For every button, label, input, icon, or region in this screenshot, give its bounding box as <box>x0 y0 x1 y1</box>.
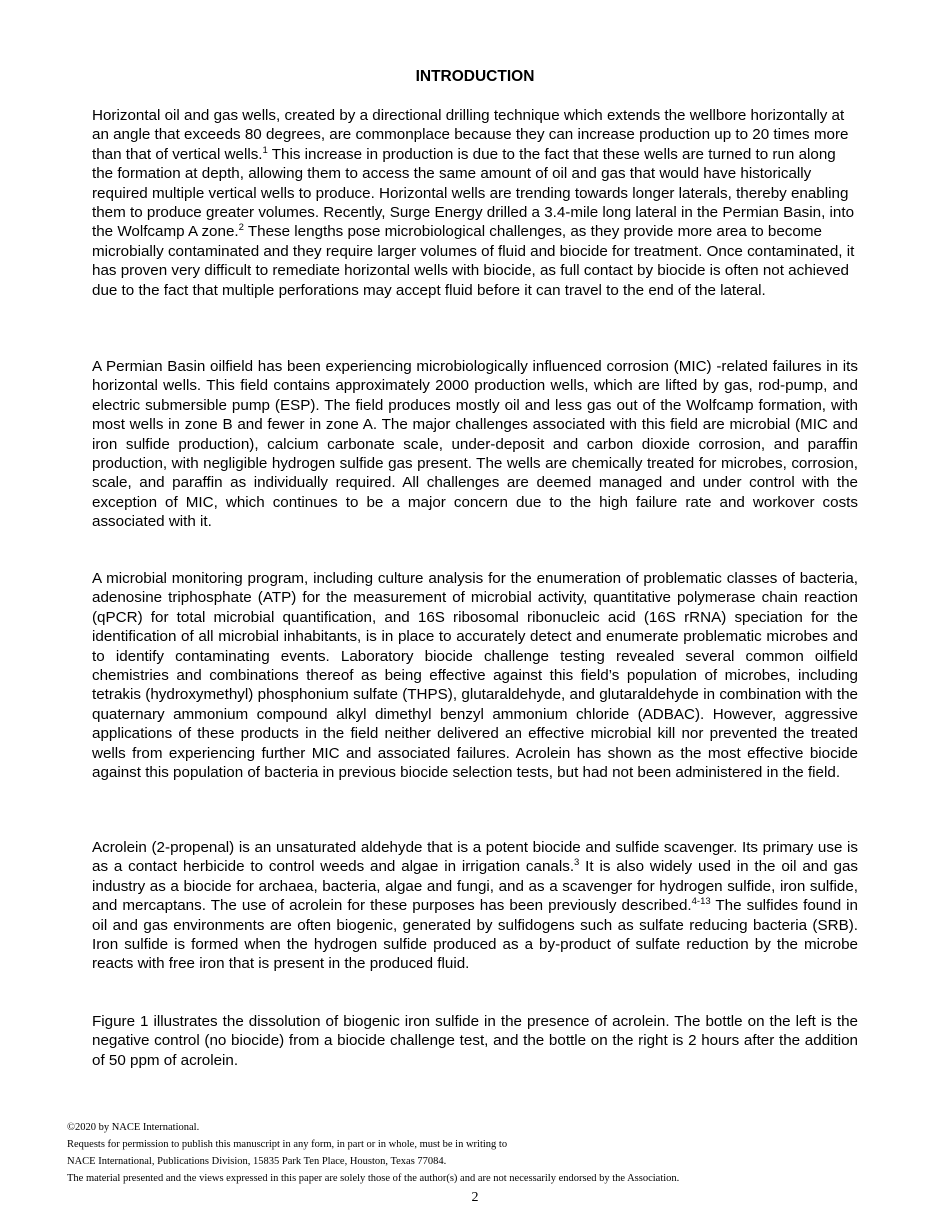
section-heading: INTRODUCTION <box>415 68 535 85</box>
footer-disclaimer: The material presented and the views expressed in this paper are solely those of the author(s) and are not necessarily endorsed by the Association. <box>67 1173 680 1184</box>
paragraph-text: A microbial monitoring program, including culture analysis for the enumeration of problematic classes of bacteria, adenosine triphosphate (ATP) for the measurement of microbial activity, quantitative polymerase chain reaction (qPCR) for total microbial quantification, and 16S ribosomal ribonucleic acid (16S rRNA) speciation for the identification of all microbial inhabitants, is in place to accurately detect and enumerate problematic microbes and to identify contaminating events. Laboratory biocide challenge testing revealed several common oilfield chemistries and combinations thereof as being effective against this field’s population of microbes, including tetrakis (hydroxymethyl) phosphonium sulfate (THPS), glutaraldehyde, and glutaraldehyde in combination with the quaternary ammonium compound alkyl dimethyl benzyl ammonium chloride (ADBAC). However, aggressive applications of these products in the field neither delivered an effective microbial kill nor prevented the treated wells from experiencing further MIC and associated failures. Acrolein has shown as the most effective biocide against this population of bacteria in previous biocide selection tests, but had not been administered in the field. <box>92 570 858 782</box>
paragraph-2 <box>92 357 858 532</box>
citation-superscript: 4-13 <box>691 896 711 908</box>
paragraph-text: Horizontal oil and gas wells, created by a directional drilling technique which extends the wellbore horizontally at an angle that exceeds 80 degrees, are commonplace because they can increase production up to 20 times more than that of vertical wells. <box>92 107 849 163</box>
paragraph-text: These lengths pose microbiological challenges, as they provide more area to become microbially contaminated and they require larger volumes of fluid and biocide for treatment. Once contaminated, it has proven very difficult to remediate horizontal wells with biocide, as full contact by biocide is often not achieved due to the fact that multiple perforations may accept fluid before it can travel to the end of the lateral. <box>92 223 855 299</box>
paragraph-1 <box>92 106 858 300</box>
citation-superscript: 2 <box>238 222 244 234</box>
paragraph-3 <box>92 569 858 782</box>
footer-copyright: ©2020 by NACE International. <box>67 1122 200 1133</box>
paragraph-4 <box>92 838 858 974</box>
page-number: 2 <box>471 1190 479 1205</box>
footer-permission-line-2: NACE International, Publications Division, 15835 Park Ten Place, Houston, Texas 77084. <box>67 1156 447 1167</box>
paragraph-text: This increase in production is due to the fact that these wells are turned to run along the formation at depth, allowing them to access the same amount of oil and gas that would have historically required multiple vertical wells to produce. Horizontal wells are trending towards longer laterals, thereby enabling them to produce greater volumes. Recently, Surge Energy drilled a 3.4-mile long lateral in the Permian Basin, into the Wolfcamp A zone. <box>92 145 855 241</box>
paragraph-text: The sulfides found in oil and gas environments are often biogenic, generated by sulfidogens such as sulfate reducing bacteria (SRB). Iron sulfide is formed when the hydrogen sulfide produced as a by-product of sulfate reduction by the microbe reacts with free iron that is present in the produced fluid. <box>92 897 858 973</box>
paragraph-text: Figure 1 illustrates the dissolution of biogenic iron sulfide in the presence of acrolein. The bottle on the left is the negative control (no biocide) from a biocide challenge test, and the bottle on the right is 2 hours after the addition of 50 ppm of acrolein. <box>92 1013 858 1069</box>
citation-superscript: 3 <box>574 857 580 869</box>
footer-permission-line-1: Requests for permission to publish this manuscript in any form, in part or in whole, must be in writing to <box>67 1139 508 1150</box>
paragraph-text: A Permian Basin oilfield has been experiencing microbiologically influenced corrosion (MIC) -related failures in its horizontal wells. This field contains approximately 2000 production wells, which are lifted by gas, rod-pump, and electric submersible pump (ESP). The field produces mostly oil and less gas out of the Wolfcamp formation, with most wells in zone B and fewer in zone A. The major challenges associated with this field are microbial (MIC and iron sulfide production), calcium carbonate scale, under-deposit and carbon dioxide corrosion, and paraffin production, with negligible hydrogen sulfide gas present. The wells are chemically treated for microbes, corrosion, scale, and paraffin as individually required. All challenges are deemed managed and under control with the exception of MIC, which continues to be a major concern due to the high failure rate and workover costs associated with it. <box>92 358 858 531</box>
paragraph-text: Acrolein (2-propenal) is an unsaturated aldehyde that is a potent biocide and sulfide scavenger. Its primary use is as a contact herbicide to control weeds and algae in irrigation canals. <box>92 839 858 876</box>
paragraph-5 <box>92 1012 858 1070</box>
paragraph-text: It is also widely used in the oil and gas industry as a biocide for archaea, bacteria, algae and fungi, and as a scavenger for hydrogen sulfide, iron sulfide, and mercaptans. The use of acrolein for these purposes has been previously described. <box>92 858 858 915</box>
citation-superscript: 1 <box>262 144 268 156</box>
copyright-footer <box>67 1119 887 1187</box>
